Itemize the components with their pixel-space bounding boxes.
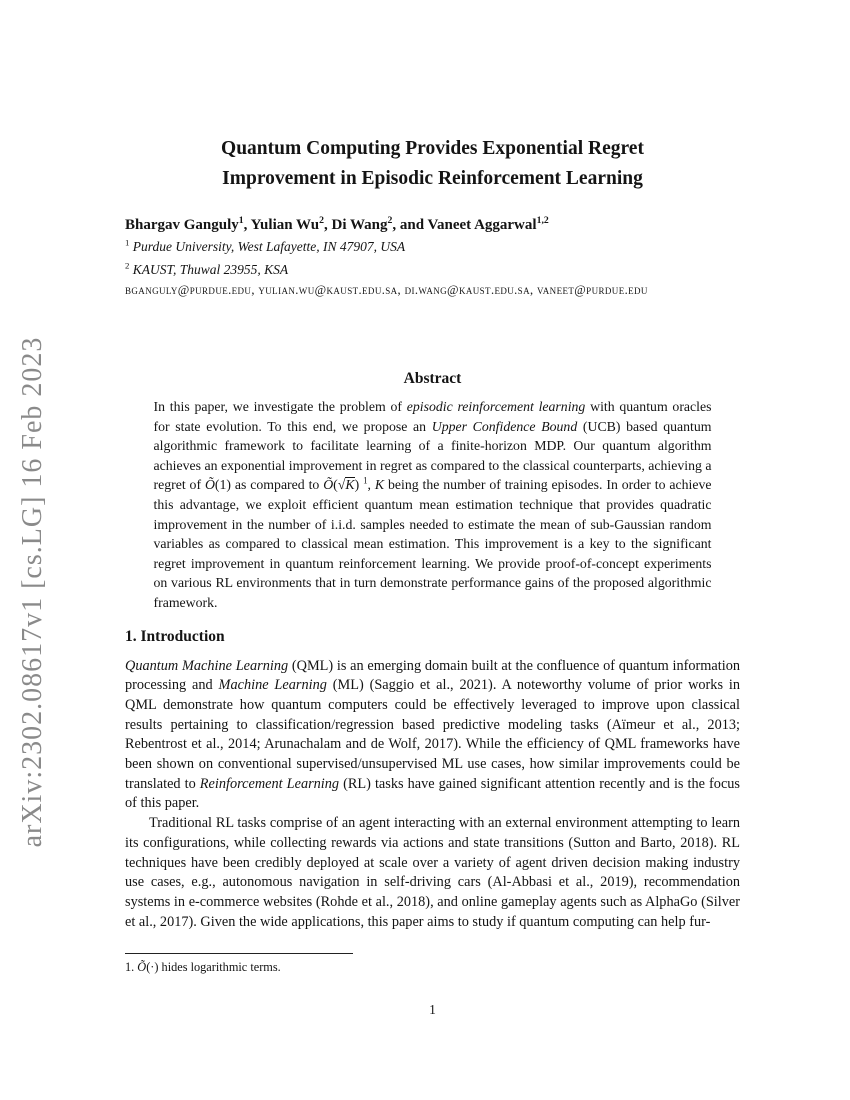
paper-title-line1: Quantum Computing Provides Exponential Regret	[221, 138, 644, 159]
affiliation-1: $^1$ Purdue University, West Lafayette, IN 47907, USA	[125, 237, 406, 254]
intro-paragraph-2: Traditional RL tasks comprise of an agent interacting with an external environment attempting to learn its configurations, while collecting rewards via actions and state transitions (Sutton and Barto, 2018). RL techniques have been credibly deployed at scale over a variety of agent driven decision making industry use cases, e.g., autonomous navigation in self-driving cars (Al-Abbasi et al., 2019), recommendation systems in e-commerce websites (Rohde et al., 2018), and online gameplay agents such as AlphaGo (Silver et al., 2017). Given the wide applications, this paper aims to study if quantum computing can help fur-	[125, 815, 740, 930]
author-line: Bhargav Ganguly$^1$, Yulian Wu$^2$, Di Wang$^2$, and Vaneet Aggarwal$^{1,2}$	[125, 215, 549, 233]
footnote-text: 1. Õ(·) hides logarithmic terms.	[125, 960, 281, 974]
footnote-block	[125, 953, 740, 975]
email-line: bganguly@purdue.edu, yulian.wu@kaust.edu.sa, di.wang@kaust.edu.sa, vaneet@purdue.edu	[125, 283, 648, 297]
affiliation-2: $^2$ KAUST, Thuwal 23955, KSA	[125, 260, 289, 277]
paper-title	[125, 0, 740, 194]
section-heading-introduction: 1. Introduction	[125, 627, 225, 645]
intro-paragraph-1: Quantum Machine Learning (QML) is an emerging domain built at the confluence of quantum information processing and Machine Learning (ML) (Saggio et al., 2021). A noteworthy volume of prior works in QML demonstrate how quantum computers could be effectively leveraged to improve upon classical results pertaining to classification/regression based predictive modeling tasks (Aïmeur et al., 2013; Rebentrost et al., 2014; Arunachalam and de Wolf, 2017). While the efficiency of QML frameworks have been shown on conventional supervised/unsupervised ML use cases, how similar improvements could be translated to Reinforcement Learning (RL) tasks have gained significant attention recently and is the focus of this paper.	[125, 657, 741, 812]
arxiv-watermark: arXiv:2302.08617v1 [cs.LG] 16 Feb 2023	[17, 336, 48, 848]
abstract-text: In this paper, we investigate the problem of episodic reinforcement learning with quantum oracles for state evolution. To this end, we propose an Upper Confidence Bound (UCB) based quantum algorithmic framework to facilitate learning of a finite-horizon MDP. Our quantum algorithm achieves an exponential improvement in regret as compared to the classical counterparts, achieving a regret of Õ(1) as compared to Õ(√K) $^1$, K being the number of training episodes. In order to achieve this advantage, we exploit efficient quantum mean estimation technique that provides quadratic improvement in the number of i.i.d. samples needed to estimate the mean of sub-Gaussian random variables as compared to classical mean estimation. This improvement is a key to the significant regret improvement in quantum reinforcement learning. We provide proof-of-concept experiments on various RL environments that in turn demonstrate performance gains of the proposed algorithmic framework.	[153, 399, 712, 610]
paper-content	[125, 0, 740, 932]
footnote-rule	[125, 953, 353, 954]
paper-title-line2: Improvement in Episodic Reinforcement Learning	[222, 168, 643, 189]
page-number: 1	[429, 1002, 436, 1017]
abstract-heading: Abstract	[403, 370, 462, 387]
